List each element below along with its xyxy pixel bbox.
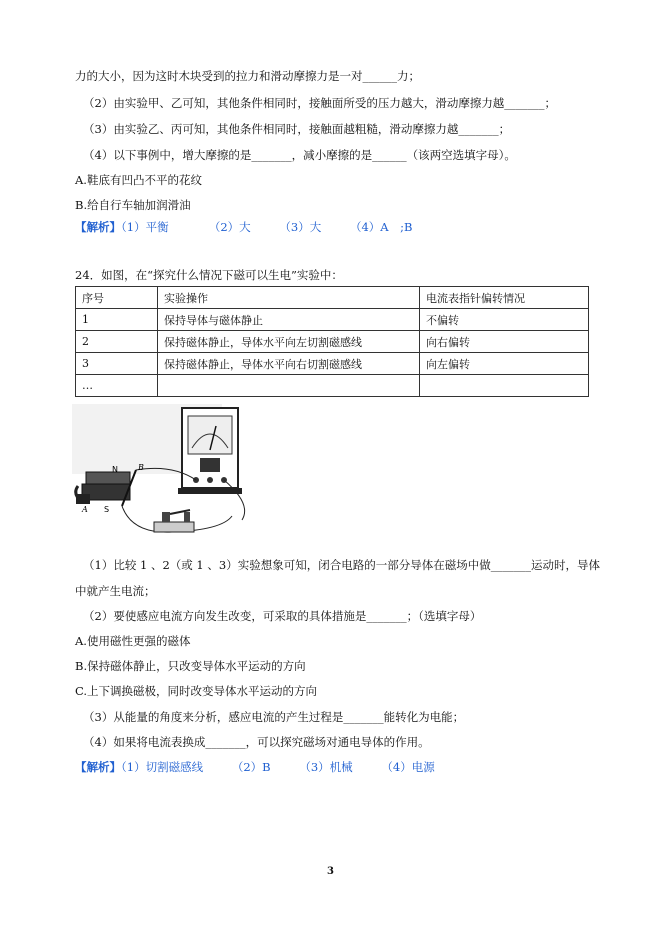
magnet-icon [76, 472, 130, 504]
analysis-text: （1）平衡 （2）大 （3）大 （4）A ;B [121, 220, 413, 234]
table-header: 序号 [76, 287, 158, 309]
table-cell: 向左偏转 [420, 353, 589, 375]
table-header: 电流表指针偏转情况 [420, 287, 589, 309]
ammeter-icon [178, 408, 242, 494]
table-cell: … [76, 375, 158, 397]
table-row [76, 375, 589, 397]
table-cell: 保持导体与磁体静止 [158, 309, 420, 331]
q24-title: 24．如图，在“探究什么情况下磁可以生电”实验中： [75, 268, 343, 282]
table-cell: 保持磁体静止，导体水平向右切割磁感线 [158, 353, 420, 375]
q23-option-a: A.鞋底有凹凸不平的花纹 [75, 173, 202, 187]
table-cell: 3 [76, 353, 158, 375]
q24-option-c: C.上下调换磁极，同时改变导体水平运动的方向 [75, 684, 318, 698]
table-cell: 不偏转 [420, 309, 589, 331]
table-cell: 向右偏转 [420, 331, 589, 353]
switch-icon [154, 510, 194, 532]
table-cell [158, 375, 420, 397]
q23-line1: 力的大小，因为这时木块受到的拉力和滑动摩擦力是一对______力； [75, 69, 420, 83]
table-header: 实验操作 [158, 287, 420, 309]
label-n: N [112, 465, 118, 474]
q23-analysis [75, 219, 412, 235]
q24-sub1-line2: 中就产生电流； [75, 584, 156, 598]
q24-sub1-line1: （1）比较 1 、2（或 1 、3）实验想象可知，闭合电路的一部分导体在磁场中做_______运动时，导体 [83, 558, 600, 572]
q24-sub2: （2）要使感应电流方向发生改变，可采取的具体措施是_______；（选填字母） [83, 609, 482, 623]
q24-option-a: A.使用磁性更强的磁体 [75, 634, 191, 648]
q24-option-b: B.保持磁体静止，只改变导体水平运动的方向 [75, 659, 306, 673]
analysis-text: （1）切割磁感线 （2）B （3）机械 （4）电源 [121, 760, 435, 774]
table-row [76, 331, 589, 353]
table-cell: 保持磁体静止，导体水平向左切割磁感线 [158, 331, 420, 353]
table-cell [420, 375, 589, 397]
label-b: B [138, 463, 144, 472]
q23-line4: （4）以下事例中，增大摩擦的是_______，减小摩擦的是______（该两空选填字母）。 [83, 148, 516, 162]
label-s: S [104, 505, 110, 514]
q24-sub4: （4）如果将电流表换成_______，可以探究磁场对通电导体的作用。 [83, 735, 430, 749]
table-cell: 1 [76, 309, 158, 331]
q24-analysis [75, 759, 435, 775]
table-row [76, 353, 589, 375]
q24-sub3: （3）从能量的角度来分析，感应电流的产生过程是_______能转化为电能； [83, 710, 465, 724]
analysis-label: 【解析】 [75, 220, 121, 234]
table-cell: 2 [76, 331, 158, 353]
table-header-row [76, 287, 589, 309]
table-row [76, 309, 589, 331]
page-number: 3 [327, 866, 334, 877]
q23-option-b: B.给自行车轴加润滑油 [75, 198, 191, 212]
induction-experiment-figure [72, 404, 332, 554]
label-a: A [82, 505, 88, 514]
analysis-label: 【解析】 [75, 760, 121, 774]
experiment-table [75, 286, 589, 397]
q23-line3: （3）由实验乙、丙可知，其他条件相同时，接触面越粗糙，滑动摩擦力越_______； [83, 122, 511, 136]
q23-line2: （2）由实验甲、乙可知，其他条件相同时，接触面所受的压力越大，滑动摩擦力越_______； [83, 96, 557, 110]
